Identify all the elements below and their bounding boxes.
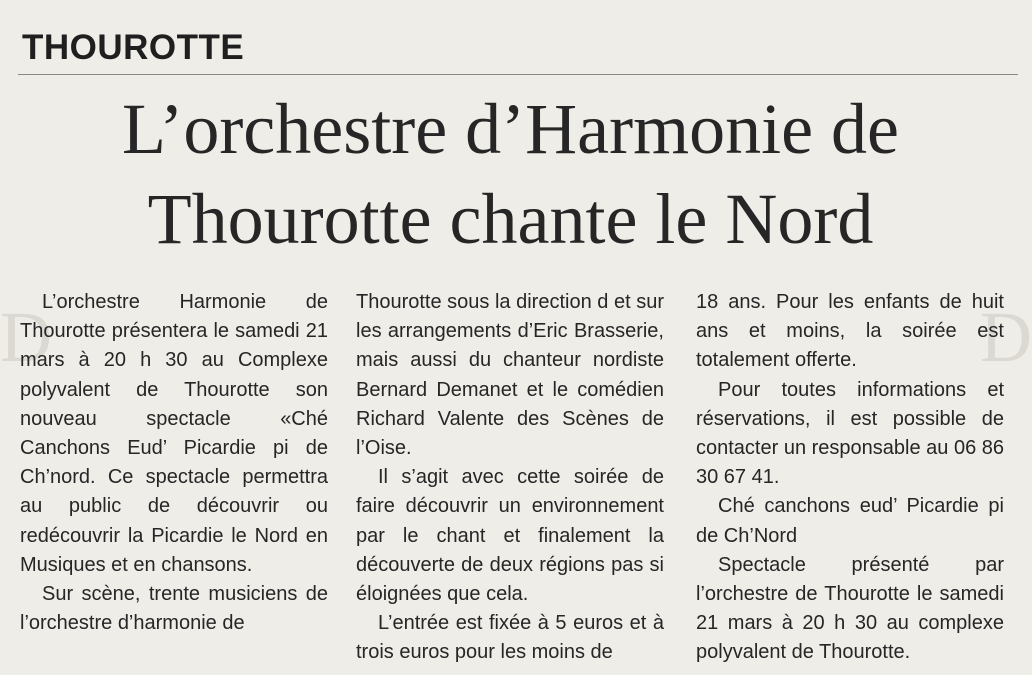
- section-title: THOUROTTE: [22, 28, 245, 67]
- paragraph: Il s’agit avec cette soirée de faire découvrir un environnement par le chant et finalement la découverte de deux régions pas si éloignées que cela.: [356, 466, 664, 606]
- paragraph: Sur scène, trente musiciens de l’orchestre d’harmonie de: [20, 583, 328, 635]
- show-through-text: D: [0, 297, 52, 377]
- headline: [0, 84, 1021, 264]
- paragraph: L’entrée est fixée à 5 euros et à trois euros pour les moins de: [356, 612, 664, 664]
- article-column-2: [356, 288, 664, 668]
- article-column-3: [696, 288, 1004, 668]
- show-through-text: D: [980, 297, 1032, 377]
- headline-line-2: Thourotte chante le Nord: [147, 179, 874, 259]
- paragraph: Ché canchons eud’ Picardie pi de Ch’Nord: [696, 495, 1004, 547]
- section-rule: [18, 74, 1018, 75]
- paragraph: L’orchestre Harmonie de Thourotte présentera le samedi 21 mars à 20 h 30 au Complexe polyvalent de Thourotte son nouveau spectacle «Ché Canchons Eud’ Picardie pi de Ch’nord. Ce spectacle permettra au public de découvrir ou redécouvrir la Picardie le Nord en Musiques et en chansons.: [20, 291, 328, 576]
- paragraph: Spectacle présenté par l’orchestre de Thourotte le samedi 21 mars à 20 h 30 au complexe polyvalent de Thourotte.: [696, 553, 1004, 664]
- headline-line-1: L’orchestre d’Harmonie de: [121, 89, 900, 169]
- article-column-1: [20, 288, 328, 638]
- paragraph: Pour toutes informations et réservations, il est possible de contacter un responsable au 06 86 30 67 41.: [696, 378, 1004, 489]
- paragraph: 18 ans. Pour les enfants de huit ans et moins, la soirée est totalement offerte.: [696, 291, 1004, 372]
- paragraph: Thourotte sous la direction d et sur les arrangements d’Eric Brasserie, mais aussi du chanteur nordiste Bernard Demanet et le comédien Richard Valente des Scènes de l’Oise.: [356, 291, 664, 460]
